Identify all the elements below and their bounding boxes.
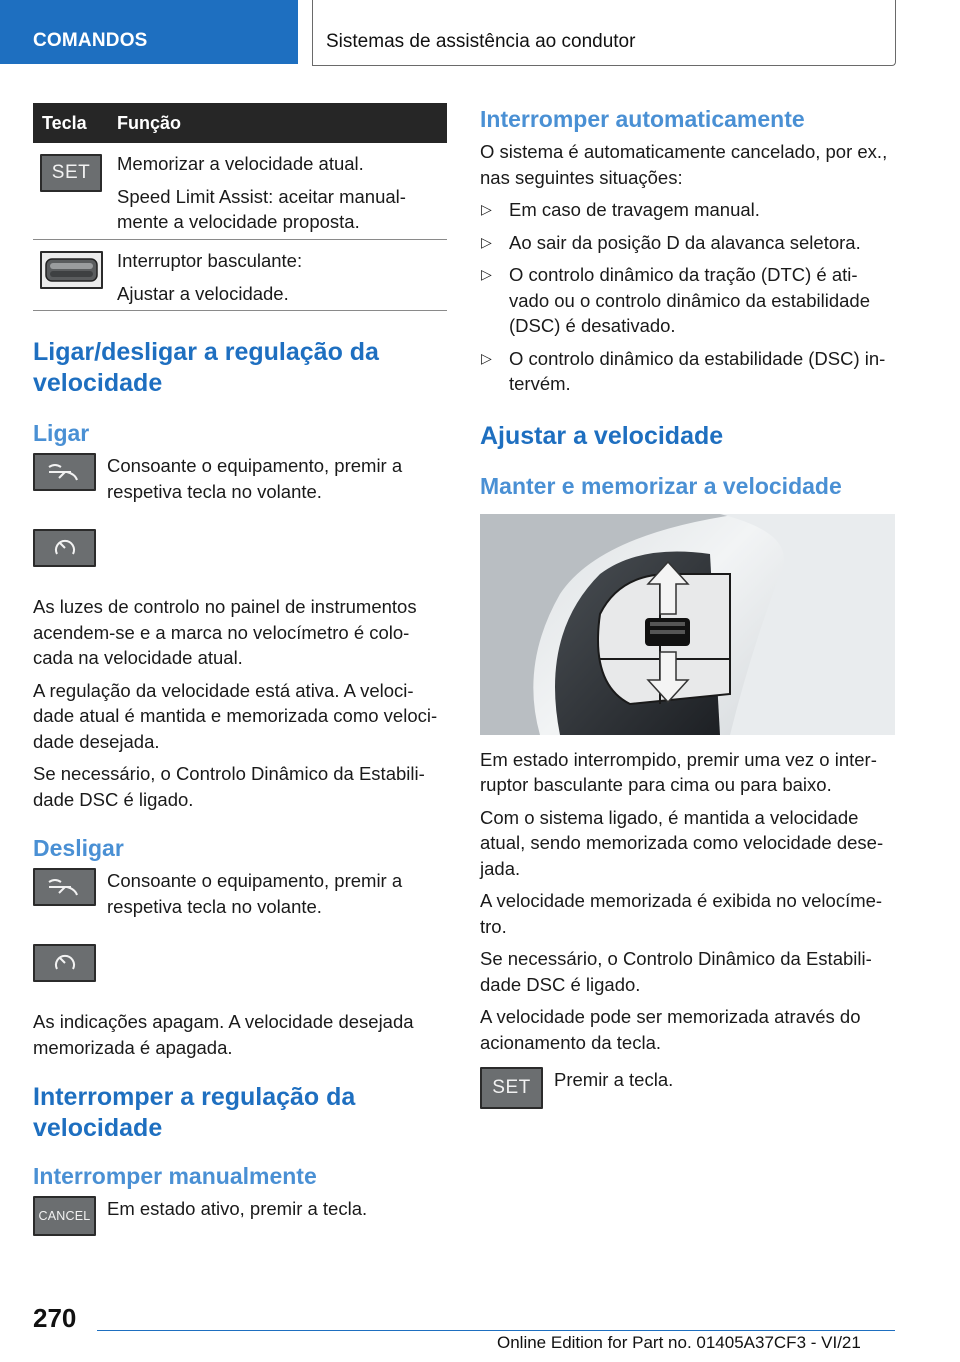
steering-wheel-photo (480, 514, 895, 735)
list-item: ▷ Ao sair da posição D da alavanca seletora. (480, 230, 895, 256)
heading-ligar: Ligar (33, 420, 90, 446)
table-header (33, 103, 447, 143)
cancel-key-icon: CANCEL (33, 1196, 96, 1236)
list-item: ▷ Em caso de travagem manual. (480, 197, 895, 223)
paragraph: A regulação da velocidade está ativa. A veloci-dade atual é mantida e memorizada como veloci-dade desejada. (33, 679, 438, 752)
chapter-header (312, 0, 896, 66)
paragraph: Em estado interrompido, premir uma vez o inter-ruptor basculante para cima ou para baixo. (480, 748, 877, 795)
paragraph: Se necessário, o Controlo Dinâmico da Estabili-dade DSC é ligado. (480, 948, 872, 995)
heading-interromper: Interromper a regulação da velocidade (33, 1083, 356, 1142)
set-instruction-text: Premir a tecla. (554, 1069, 674, 1090)
cruise-control-key-icon (33, 868, 96, 906)
ligar-instruction-text: Consoante o equipamento, premir a respetiva tecla no volante. (107, 455, 403, 502)
manual-instruction-text: Em estado ativo, premir a tecla. (107, 1198, 368, 1219)
set-instruction (480, 1067, 895, 1111)
table-cell: Speed Limit Assist: aceitar manual-mente a velocidade proposta. (117, 185, 406, 232)
list-item: ▷ O controlo dinâmico da tração (DTC) é ati-vado ou o controlo dinâmico da estabilidade (DSC) é desativado. (480, 262, 895, 339)
paragraph: A velocidade pode ser memorizada através do acionamento da tecla. (480, 1006, 861, 1053)
manual-instruction (33, 1196, 447, 1240)
table-row (33, 143, 447, 240)
footer-divider (97, 1330, 895, 1331)
chapter-title: Sistemas de assistência ao condutor (326, 31, 636, 52)
table-cell: Interruptor basculante: (117, 250, 303, 271)
ligar-instruction (33, 453, 447, 581)
heading-manual: Interromper manualmente (33, 1163, 317, 1189)
auto-list (480, 197, 895, 397)
set-key-icon: SET (40, 154, 102, 192)
desligar-instruction (33, 868, 447, 996)
set-key-icon: SET (480, 1067, 543, 1109)
speedometer-key-icon (33, 944, 96, 982)
right-column (480, 103, 895, 1111)
table-cell: Ajustar a velocidade. (117, 282, 289, 304)
page-number: 270 (33, 1303, 77, 1333)
paragraph: Com o sistema ligado, é mantida a velocidade atual, sendo memorizada como velocidade dese-jada. (480, 806, 884, 879)
col-key-header: Tecla (42, 113, 87, 133)
edition-label: Online Edition for Part no. 01405A37CF3 - VI/21 (497, 1333, 861, 1352)
paragraph: As luzes de controlo no painel de instrumentos acendem-se e a marca no velocímetro é colo-cada na velocidade atual. (33, 596, 417, 668)
list-item: ▷ O controlo dinâmico da estabilidade (DSC) in-tervém. (480, 346, 895, 397)
speedometer-key-icon (33, 529, 96, 567)
heading-desligar: Desligar (33, 835, 124, 861)
heading-auto: Interromper automaticamente (480, 106, 805, 132)
table-cell: Memorizar a velocidade atual. (117, 153, 364, 174)
col-function-header: Função (117, 113, 182, 133)
cruise-control-key-icon (33, 453, 96, 491)
rocker-switch-icon (40, 251, 103, 289)
section-tab[interactable] (0, 0, 298, 64)
table-row (33, 240, 447, 311)
paragraph: A velocidade memorizada é exibida no velocíme-tro. (480, 890, 883, 937)
heading-ajustar: Ajustar a velocidade (480, 421, 724, 450)
paragraph: As indicações apagam. A velocidade desejada memorizada é apagada. (33, 1011, 414, 1058)
desligar-instruction-text: Consoante o equipamento, premir a respetiva tecla no volante. (107, 870, 403, 917)
heading-manter: Manter e memorizar a velocidade (480, 472, 842, 499)
left-column (33, 103, 447, 1240)
paragraph: Se necessário, o Controlo Dinâmico da Estabili-dade DSC é ligado. (33, 763, 425, 810)
heading-on-off: Ligar/desligar a regulação da velocidade (33, 338, 379, 397)
section-title: COMANDOS (33, 30, 148, 51)
paragraph: O sistema é automaticamente cancelado, por ex., nas seguintes situações: (480, 141, 888, 188)
